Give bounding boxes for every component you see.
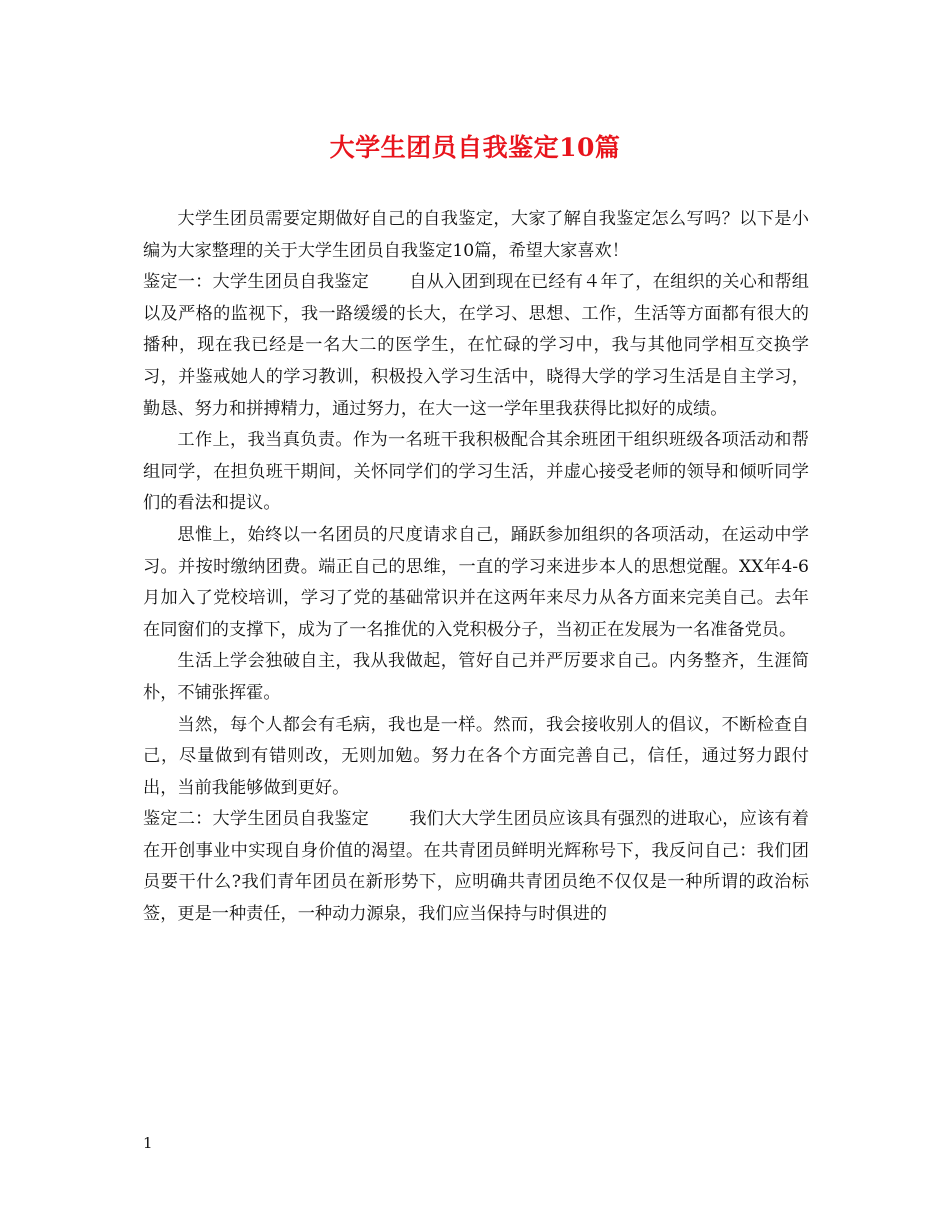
work-paragraph <box>143 425 809 520</box>
paragraph-text: 思惟上，始终以一名团员的尺度请求自己，踊跃参加组织的各项活动，在运动中学习。并按时缴纳团费。端正自己的思维，一直的学习来进步本人的思想觉醒。XX年4-6月加入了党校培训，学习了党的基础常识并在这两年来尽力从各方面来完美自己。去年在同窗们的支撑下，成为了一名推优的入党积极分子，当初正在发展为一名准备党员。 <box>143 524 809 640</box>
paragraph-text: 工作上，我当真负责。作为一名班干我积极配合其余班团干组织班级各项活动和帮组同学，在担负班干期间，关怀同学们的学习生活，并虚心接受老师的领导和倾听同学们的看法和提议。 <box>143 430 809 514</box>
document-body <box>143 204 809 931</box>
shortcomings-paragraph <box>143 710 809 805</box>
document-title: 大学生团员自我鉴定10篇 <box>329 133 621 162</box>
paragraph-text: 当然，每个人都会有毛病，我也是一样。然而，我会接收别人的倡议，不断检查自己，尽量做到有错则改，无则加勉。努力在各个方面完善自己，信任，通过努力跟付出，当前我能够做到更好。 <box>143 714 809 798</box>
section-heading-one: 鉴定一：大学生团员自我鉴定 <box>143 272 370 293</box>
life-paragraph <box>143 646 809 709</box>
intro-paragraph <box>143 204 809 267</box>
section-heading-two: 鉴定二：大学生团员自我鉴定 <box>143 809 370 830</box>
paragraph-text: 自从入团到现在已经有４年了，在组织的关心和帮组以及严格的监视下，我一路缓缓的长大，在学习、思想、工作，生活等方面都有很大的播种，现在我已经是一名大二的医学生，在忙碌的学习中，我与其他同学相互交换学习，并鉴戒她人的学习教训，积极投入学习生活中，晓得大学的学习生活是自主学习，勤恳、努力和拼搏精力，通过努力，在大一这一学年里我获得比拟好的成绩。 <box>143 272 809 419</box>
paragraph-text: 我们大大学生团员应该具有强烈的进取心，应该有着在开创事业中实现自身价值的渴望。在共青团员鲜明光辉称号下，我反问自己：我们团员要干什么?我们青年团员在新形势下，应明确共青团员绝不仅仅是一种所谓的政治标签，更是一种责任，一种动力源泉，我们应当保持与时俱进的 <box>143 809 809 925</box>
paragraph-text: 生活上学会独破自主，我从我做起，管好自己并严厉要求自己。内务整齐，生涯简朴，不铺张挥霍。 <box>143 651 809 703</box>
page-number: 1 <box>143 1134 153 1152</box>
section-two-paragraph <box>143 804 809 930</box>
section-one-paragraph <box>143 267 809 425</box>
paragraph-text: 大学生团员需要定期做好自己的自我鉴定，大家了解自我鉴定怎么写吗？以下是小编为大家整理的关于大学生团员自我鉴定10篇，希望大家喜欢！ <box>143 209 809 261</box>
thought-paragraph <box>143 520 809 646</box>
